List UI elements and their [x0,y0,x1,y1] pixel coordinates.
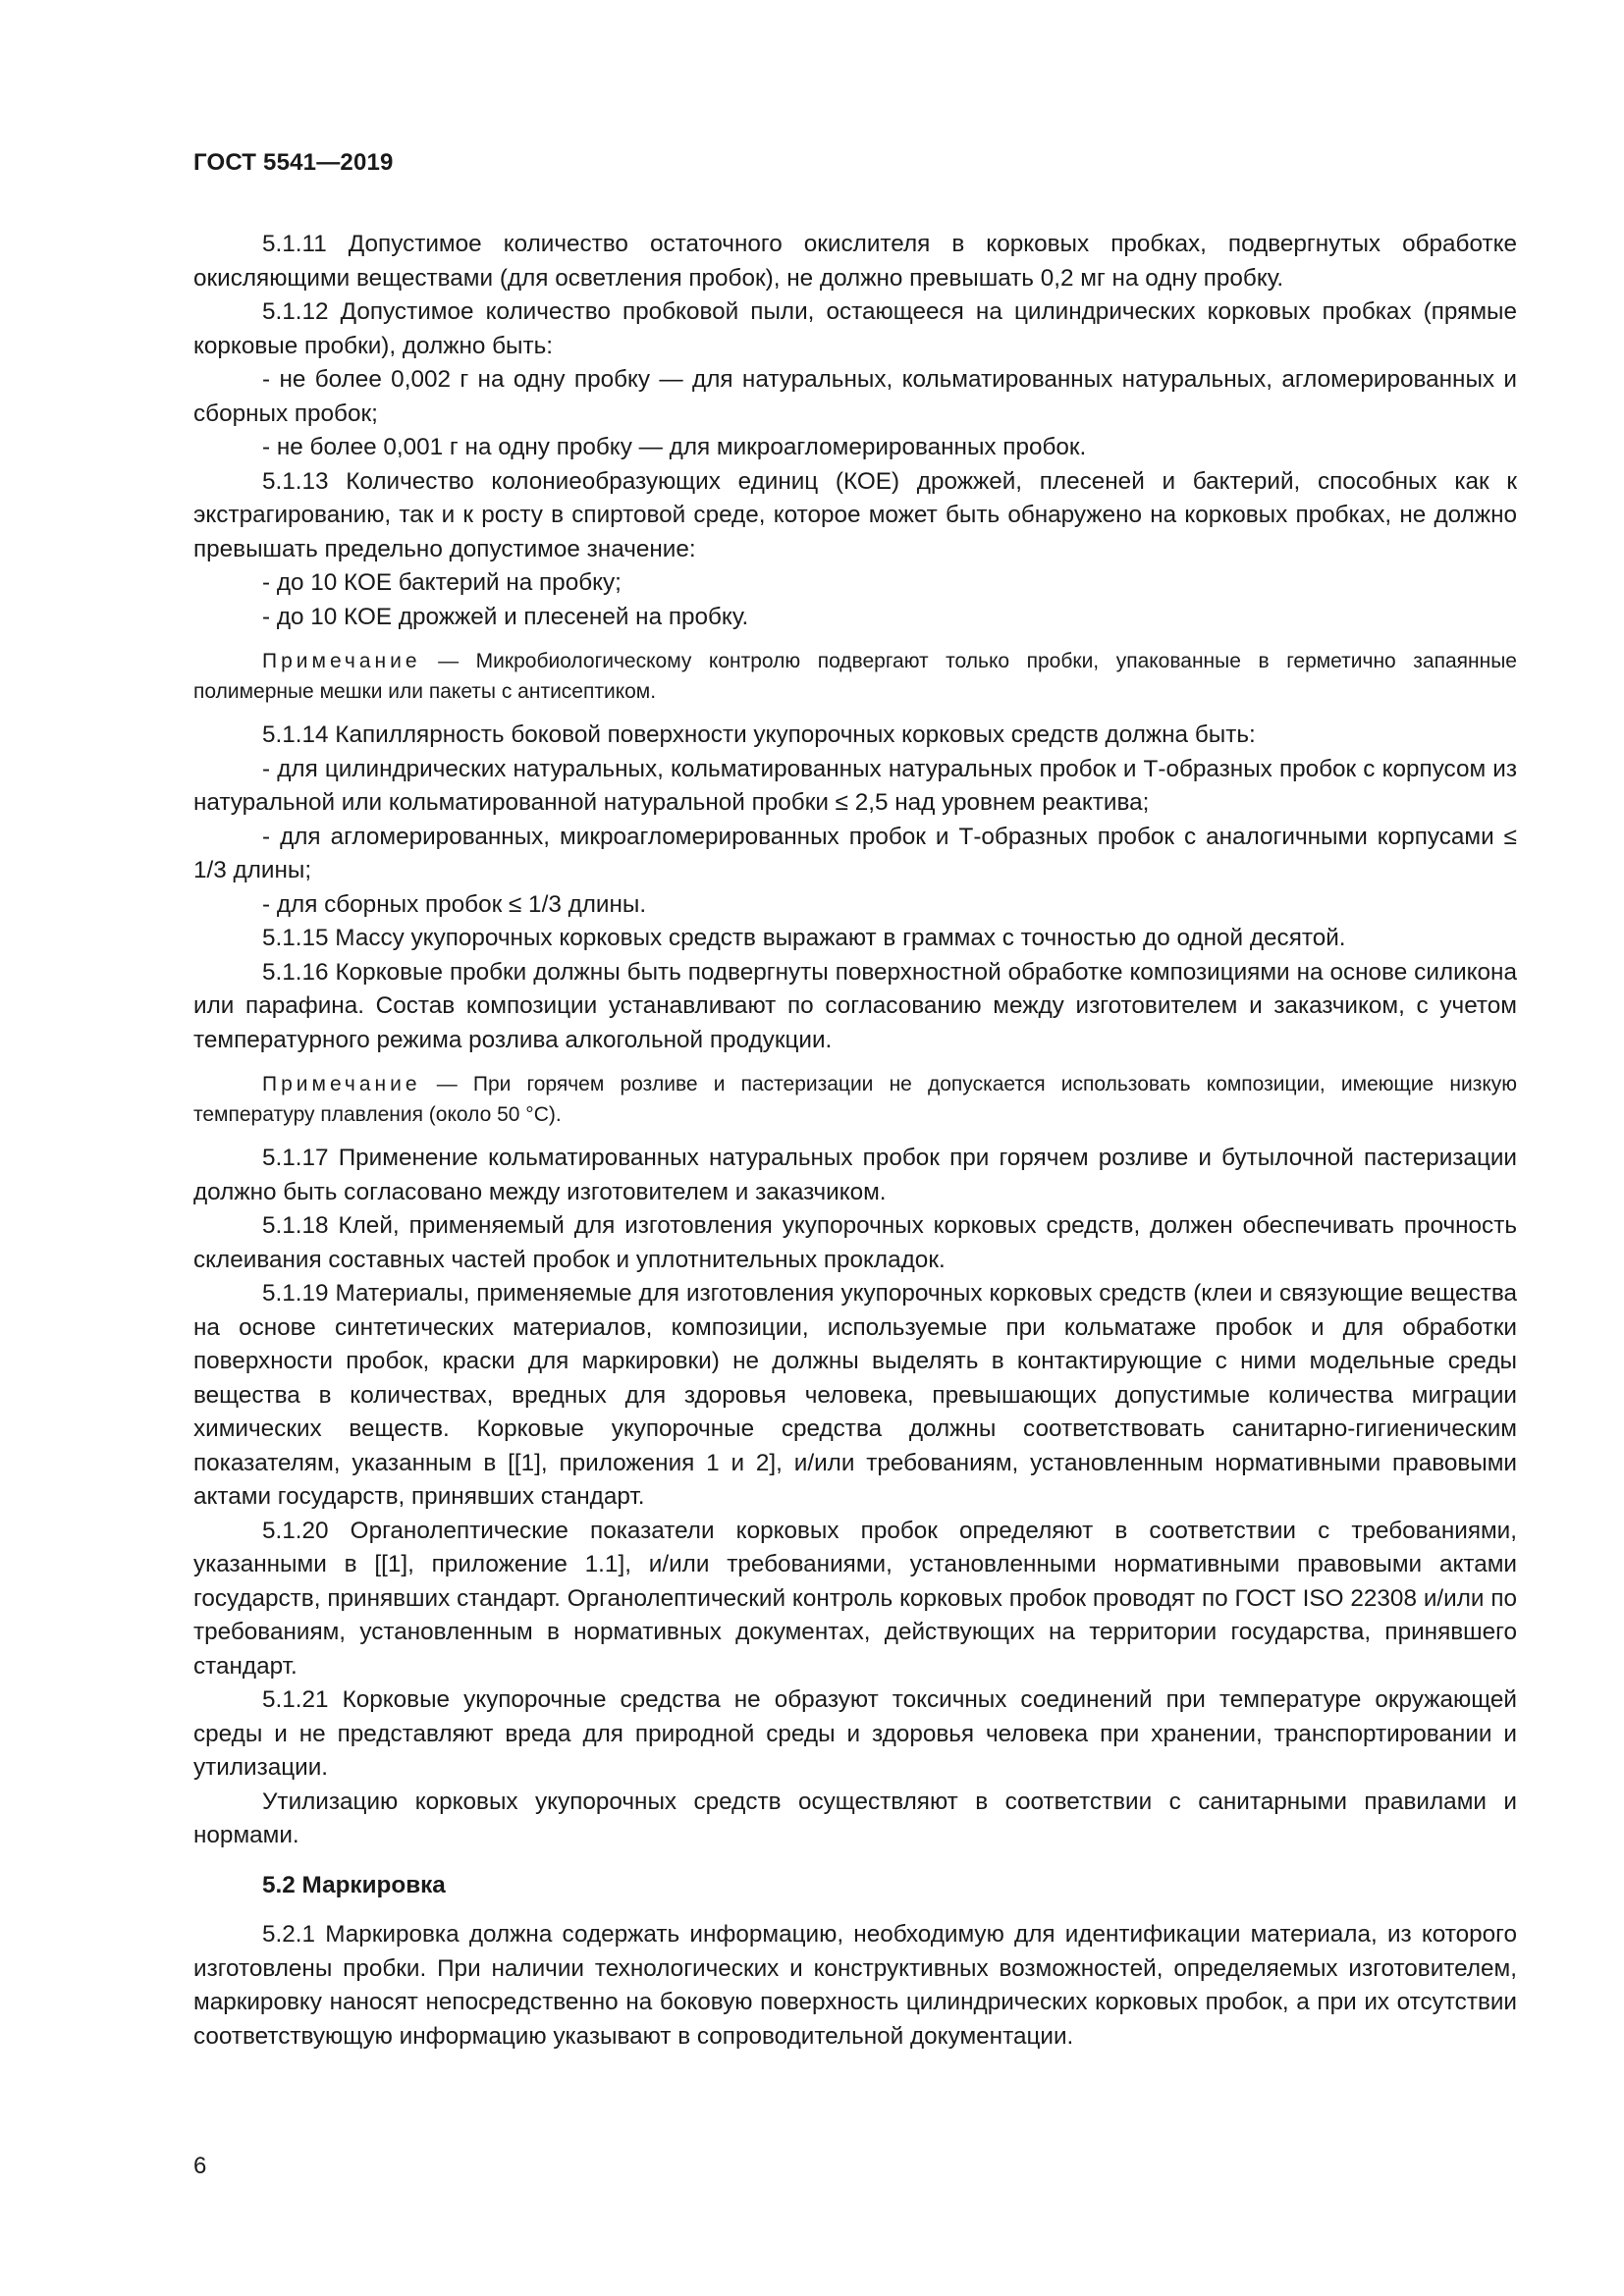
paragraph-5-1-20: 5.1.20 Органолептические показатели корковых пробок определяют в соответствии с требованиями, указанными в [[1], приложение 1.1], и/или требованиями, установленными нормативными правовыми актами государств, принявших стандарт. Органолептический контроль корковых пробок проводят по ГОСТ ISO 22308 и/или по требованиям, установленным в нормативных документах, действующих на территории государства, принявшего стандарт. [193,1517,1517,1680]
paragraph-5-1-16: 5.1.16 Корковые пробки должны быть подвергнуты поверхностной обработке композициями на основе силикона или парафина. Состав композиции устанавливают по согласованию между изготовителем и заказчиком, с учетом температурного режима розлива алкогольной продукции. [193,958,1517,1053]
note-text: — При горячем розливе и пастеризации не допускается использовать композиции, имеющие низкую температуру плавления (около 50 °С). [193,1073,1517,1126]
paragraph-5-1-13: 5.1.13 Количество колониеобразующих единиц (КОЕ) дрожжей, плесеней и бактерий, способных как к экстрагированию, так и к росту в спиртовой среде, которое может быть обнаружено на корковых пробках, не должно превышать предельно допустимое значение: [193,467,1517,562]
paragraph-5-1-11: 5.1.11 Допустимое количество остаточного окислителя в корковых пробках, подвергнутых обработке окисляющими веществами (для осветления пробок), не должно превышать 0,2 мг на одну пробку. [193,231,1517,292]
paragraph-5-1-18: 5.1.18 Клей, применяемый для изготовления укупорочных корковых средств, должен обеспечивать прочность склеивания составных частей пробок и уплотнительных прокладок. [193,1212,1517,1273]
list-item: - до 10 КОЕ бактерий на пробку; [262,569,622,596]
paragraph-5-2-1: 5.2.1 Маркировка должна содержать информацию, необходимую для идентификации материала, из которого изготовлены пробки. При наличии технологических и конструктивных возможностей, определяемых изготовителем, маркировку наносят непосредственно на боковую поверхность цилиндрических корковых пробок, а при их отсутствии соответствующую информацию указывают в сопроводительной документации. [193,1921,1517,2050]
document-header: ГОСТ 5541—2019 [193,149,394,176]
list-item: - не более 0,002 г на одну пробку — для натуральных, кольматированных натуральных, агломерированных и сборных пробок; [193,366,1517,427]
list-item: - до 10 КОЕ дрожжей и плесеней на пробку. [262,603,749,630]
list-item: - не более 0,001 г на одну пробку — для микроагломерированных пробок. [262,434,1087,460]
list-item: - для цилиндрических натуральных, кольматированных натуральных пробок и Т-образных пробок с корпусом из натуральной или кольматированной натуральной пробки ≤ 2,5 над уровнем реактива; [193,755,1517,816]
note-microbiology [193,646,1517,707]
page-number: 6 [193,2153,207,2179]
list-item: - для сборных пробок ≤ 1/3 длины. [262,890,647,918]
paragraph-5-1-21: 5.1.21 Корковые укупорочные средства не образуют токсичных соединений при температуре окружающей среды и не представляют вреда для природной среды и здоровья человека при хранении, транспортировании и утилизации. [193,1686,1517,1781]
note-label: Примечание [262,1073,421,1095]
paragraph-5-1-12: 5.1.12 Допустимое количество пробковой пыли, остающееся на цилиндрических корковых пробках (прямые корковые пробки), должно быть: [193,298,1517,359]
paragraph-5-1-15: 5.1.15 Массу укупорочных корковых средств выражают в граммах с точностью до одной десятой. [262,925,1346,951]
note-text: — Микробиологическому контролю подвергают только пробки, упакованные в герметично запаянные полимерные мешки или пакеты с антисептиком. [193,650,1517,703]
paragraph-5-1-14: 5.1.14 Капиллярность боковой поверхности укупорочных корковых средств должна быть: [262,721,1256,748]
list-item: - для агломерированных, микроагломерированных пробок и Т-образных пробок с аналогичными корпусами ≤ 1/3 длины; [193,823,1517,883]
note-hot-filling [193,1069,1517,1130]
paragraph-5-1-19: 5.1.19 Материалы, применяемые для изготовления укупорочных корковых средств (клеи и связующие вещества на основе синтетических материалов, композиции, используемые при кольматаже пробок и для обработки поверхности пробок, краски для маркировки) не должны выделять в контактирующие с ними модельные среды вещества в количествах, вредных для здоровья человека, превышающих допустимые количества миграции химических веществ. Корковые укупорочные средства должны соответствовать санитарно-гигиеническим показателям, указанным в [[1], приложения 1 и 2], и/или требованиям, установленным нормативными правовыми актами государств, принявших стандарт. [193,1280,1517,1510]
section-heading-5-2: 5.2 Маркировка [262,1871,446,1898]
paragraph-5-1-17: 5.1.17 Применение кольматированных натуральных пробок при горячем розливе и бутылочной пастеризации должно быть согласовано между изготовителем и заказчиком. [193,1145,1517,1205]
note-label: Примечание [262,650,421,672]
document-body [193,228,1517,2054]
paragraph-utilization: Утилизацию корковых укупорочных средств осуществляют в соответствии с санитарными правилами и нормами. [193,1788,1517,1848]
